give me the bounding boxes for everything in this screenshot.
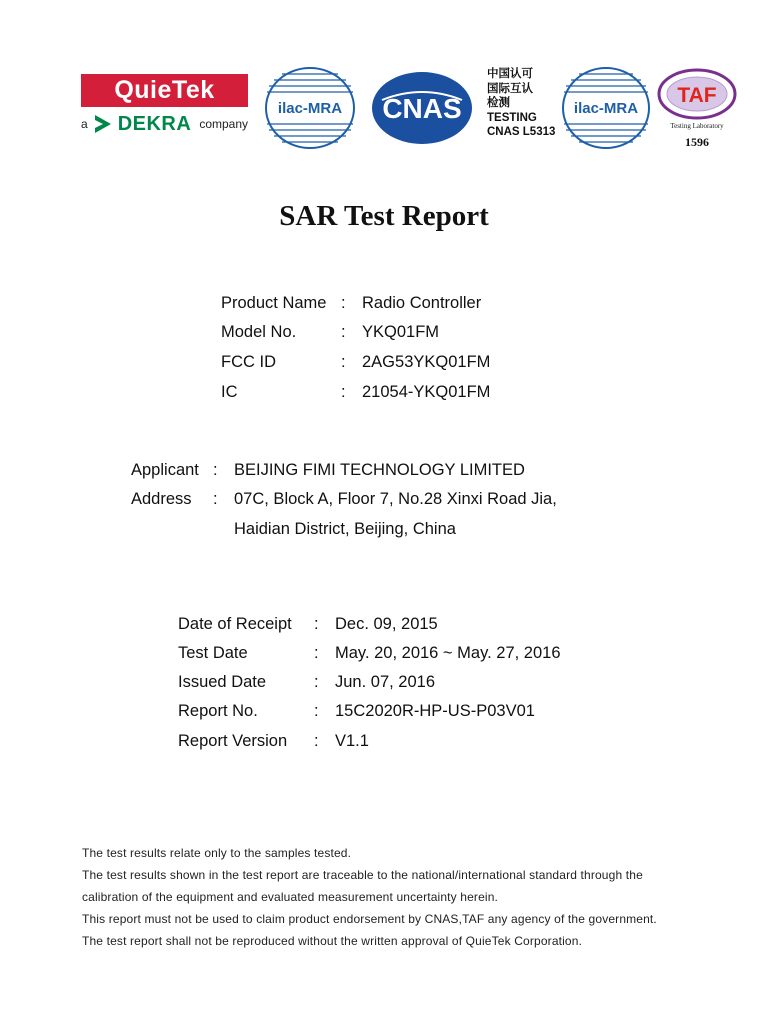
taf-logo: [654, 66, 740, 152]
cnas-caption: [487, 67, 565, 140]
report-title: SAR Test Report: [279, 200, 489, 232]
issued-date-colon: :: [314, 673, 319, 691]
dekra-arrow-icon: [92, 113, 114, 135]
disclaimer-line: The test results shown in the test report are traceable to the national/international standard through the: [82, 868, 643, 882]
report-version-colon: :: [314, 732, 319, 750]
disclaimer-line: This report must not be used to claim product endorsement by CNAS,TAF any agency of the government.: [82, 912, 657, 926]
date-of-receipt-colon: :: [314, 615, 319, 633]
disclaimer-line: The test results relate only to the samples tested.: [82, 846, 352, 860]
product-name-label: Product Name: [221, 294, 327, 312]
disclaimer-line: calibration of the equipment and evaluated measurement uncertainty herein.: [82, 890, 499, 904]
address-label: Address: [131, 490, 192, 508]
cnas-logo: [370, 70, 474, 146]
report-no-colon: :: [314, 702, 319, 720]
cnas-chinese-line: 国际互认: [487, 82, 533, 95]
fcc-id-value: 2AG53YKQ01FM: [362, 353, 491, 371]
product-name-value: Radio Controller: [362, 294, 482, 312]
cnas-logo-text: CNAS: [382, 93, 462, 124]
address-line-2: Haidian District, Beijing, China: [234, 520, 456, 538]
test-date-value: May. 20, 2016 ~ May. 27, 2016: [335, 644, 561, 662]
issued-date-label: Issued Date: [178, 673, 267, 691]
taf-logo-text: TAF: [677, 84, 717, 107]
applicant-label: Applicant: [131, 461, 199, 479]
ilac-mra-right-logo: [561, 66, 651, 150]
disclaimer-line: The test report shall not be reproduced without the written approval of QuieTek Corporation.: [82, 934, 583, 948]
fcc-id-label: FCC ID: [221, 353, 276, 371]
dekra-logo: [81, 112, 248, 136]
ilac-mra-left-logo: [264, 66, 356, 150]
test-date-label: Test Date: [178, 644, 248, 662]
date-of-receipt-value: Dec. 09, 2015: [335, 615, 438, 633]
dekra-name: DEKRA: [117, 112, 192, 135]
taf-caption: Testing Laboratory: [670, 122, 724, 130]
report-no-label: Report No.: [178, 702, 258, 720]
report-version-value: V1.1: [335, 732, 369, 750]
report-version-label: Report Version: [178, 732, 288, 750]
issued-date-value: Jun. 07, 2016: [335, 673, 435, 691]
fcc-id-colon: :: [341, 353, 346, 371]
cnas-testing-label: TESTING: [487, 111, 537, 124]
address-colon: :: [213, 490, 218, 508]
date-of-receipt-label: Date of Receipt: [178, 615, 292, 633]
ic-value: 21054-YKQ01FM: [362, 383, 491, 401]
quietek-logo: [81, 74, 248, 107]
report-no-value: 15C2020R-HP-US-P03V01: [335, 702, 535, 720]
applicant-value: BEIJING FIMI TECHNOLOGY LIMITED: [234, 461, 525, 479]
dekra-suffix: company: [199, 117, 249, 131]
ic-label: IC: [221, 383, 238, 401]
cnas-chinese-line: 中国认可: [487, 68, 533, 80]
address-line-1: 07C, Block A, Floor 7, No.28 Xinxi Road Jia,: [234, 490, 557, 508]
ic-colon: :: [341, 383, 346, 401]
cnas-chinese-line: 检测: [487, 97, 510, 109]
model-no-label: Model No.: [221, 323, 297, 341]
quietek-logo-text: QuieTek: [114, 76, 215, 104]
model-no-value: YKQ01FM: [362, 323, 440, 341]
applicant-colon: :: [213, 461, 218, 479]
model-no-colon: :: [341, 323, 346, 341]
product-name-colon: :: [341, 294, 346, 312]
taf-number: 1596: [685, 135, 709, 149]
test-date-colon: :: [314, 644, 319, 662]
dekra-prefix: a: [81, 117, 88, 131]
ilac-left-text: ilac-MRA: [277, 100, 343, 117]
ilac-right-text: ilac-MRA: [573, 100, 639, 117]
cnas-number: CNAS L5313: [487, 126, 556, 138]
accreditation-logo-strip: [0, 0, 768, 170]
